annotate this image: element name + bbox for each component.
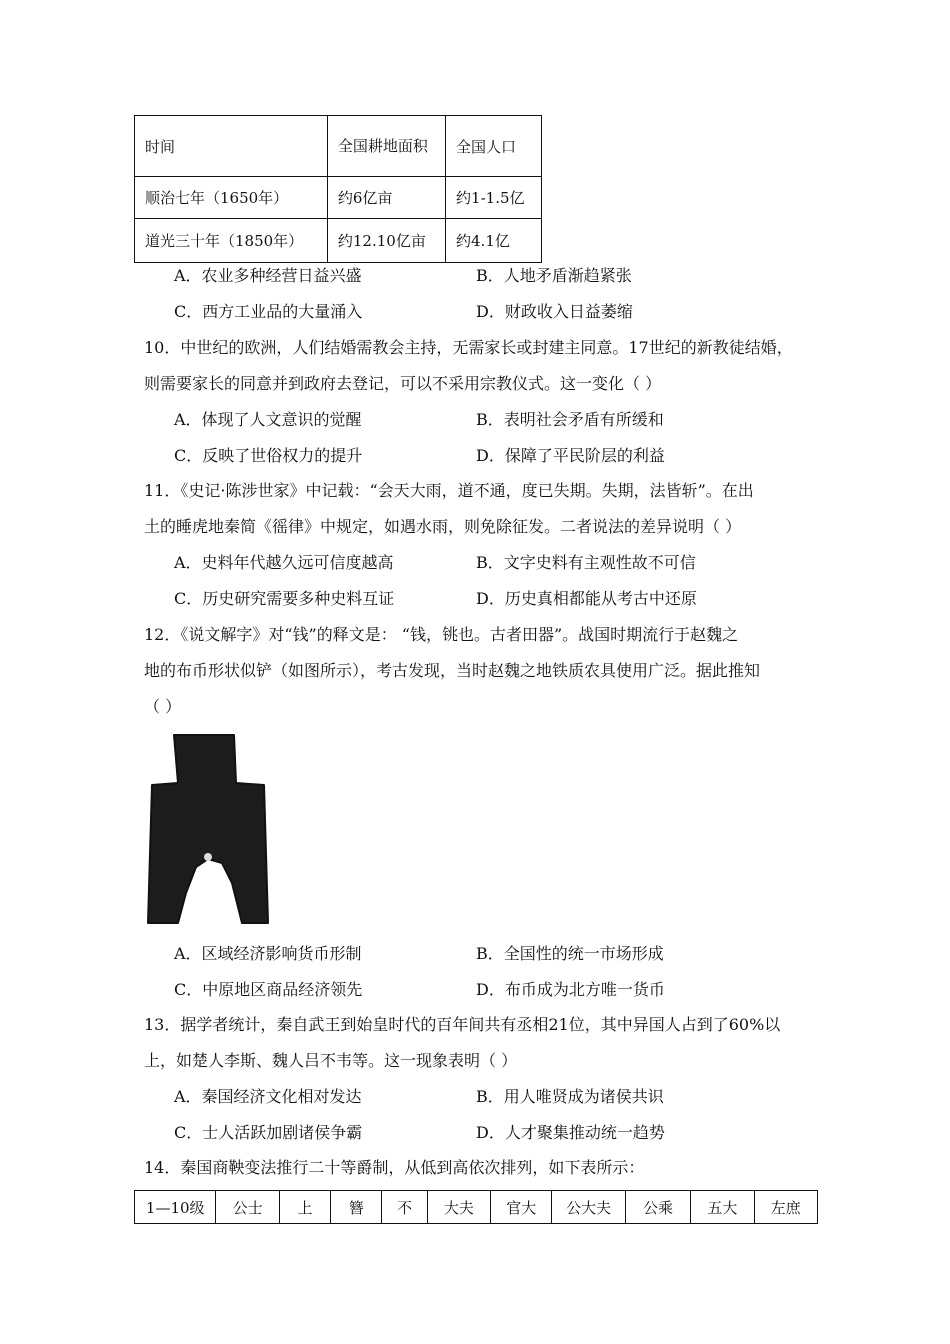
q14-stem-line1: 14．秦国商鞅变法推行二十等爵制，从低到高依次排列，如下表所示： [144, 1158, 645, 1177]
table-cell: 上 [279, 1191, 330, 1224]
q11-stem-line1: 11．《史记·陈涉世家》中记载：“会天大雨，道不通，度已失期。失期，法皆斩”。在出 [144, 481, 754, 500]
q10-option-c[interactable]: C．反映了世俗权力的提升 [174, 446, 363, 465]
table-row [135, 177, 542, 219]
q13-option-a[interactable]: A．秦国经济文化相对发达 [174, 1087, 362, 1106]
spade-coin-image [144, 733, 276, 925]
table-cell: 不 [382, 1191, 427, 1224]
q13-option-d[interactable]: D．人才聚集推动统一趋势 [476, 1123, 665, 1142]
table-cell: 官大 [491, 1191, 552, 1224]
q11-stem-line2: 土的睡虎地秦简《徭律》中规定，如遇水雨，则免除征发。二者说法的差异说明（ ） [144, 517, 742, 536]
table-cell: 约1-1.5亿 [446, 177, 542, 219]
table-cell: 约12.10亿亩 [327, 219, 445, 263]
q9-option-d[interactable]: D．财政收入日益萎缩 [476, 302, 633, 321]
q14-rank-table [134, 1190, 818, 1224]
q12-option-c[interactable]: C．中原地区商品经济领先 [174, 980, 363, 999]
table-cell: 1—10级 [135, 1191, 216, 1224]
q12-option-a[interactable]: A．区域经济影响货币形制 [174, 944, 362, 963]
q9-option-b[interactable]: B．人地矛盾渐趋紧张 [476, 266, 632, 285]
table-cell: 顺治七年（1650年） [135, 177, 328, 219]
q13-option-c[interactable]: C．士人活跃加剧诸侯争霸 [174, 1123, 363, 1142]
table-header-farmland: 全国耕地面积 [327, 116, 445, 177]
q13-option-b[interactable]: B．用人唯贤成为诸侯共识 [476, 1087, 664, 1106]
table-row [135, 219, 542, 263]
q9-data-table [134, 115, 542, 263]
table-cell: 道光三十年（1850年） [135, 219, 328, 263]
table-header-population: 全国人口 [446, 116, 542, 177]
q10-option-b[interactable]: B．表明社会矛盾有所缓和 [476, 410, 664, 429]
q12-stem-line3: （ ） [144, 697, 182, 716]
table-cell: 五大 [691, 1191, 754, 1224]
q13-stem-line2: 上，如楚人李斯、魏人吕不韦等。这一现象表明（ ） [144, 1051, 518, 1070]
table-cell: 大夫 [427, 1191, 490, 1224]
q11-option-c[interactable]: C．历史研究需要多种史料互证 [174, 589, 395, 608]
q10-option-d[interactable]: D．保障了平民阶层的利益 [476, 446, 665, 465]
table-cell: 左庶 [754, 1191, 817, 1224]
table-cell: 约4.1亿 [446, 219, 542, 263]
table-cell: 公大夫 [552, 1191, 625, 1224]
q12-stem-line1: 12．《说文解字》对“钱”的释文是： “钱，铫也。古者田器”。战国时期流行于赵魏之 [144, 625, 739, 644]
table-cell: 约6亿亩 [327, 177, 445, 219]
q9-option-c[interactable]: C．西方工业品的大量涌入 [174, 302, 363, 321]
table-header-time: 时间 [135, 116, 328, 177]
q10-stem-line1: 10．中世纪的欧洲，人们结婚需教会主持，无需家长或封建主同意。17世纪的新教徒结婚， [144, 338, 793, 357]
q10-option-a[interactable]: A．体现了人文意识的觉醒 [174, 410, 362, 429]
q11-option-d[interactable]: D．历史真相都能从考古中还原 [476, 589, 697, 608]
table-cell: 公乘 [625, 1191, 690, 1224]
q11-option-a[interactable]: A．史料年代越久远可信度越高 [174, 553, 394, 572]
table-row [135, 1191, 818, 1224]
table-cell: 簪 [331, 1191, 382, 1224]
table-cell: 公士 [216, 1191, 279, 1224]
q12-option-d[interactable]: D．布币成为北方唯一货币 [476, 980, 665, 999]
q13-stem-line1: 13．据学者统计，秦自武王到始皇时代的百年间共有丞相21位，其中异国人占到了60%以 [144, 1015, 781, 1034]
q12-stem-line2: 地的布币形状似铲（如图所示），考古发现，当时赵魏之地铁质农具使用广泛。据此推知 [144, 661, 761, 680]
q11-option-b[interactable]: B．文字史料有主观性故不可信 [476, 553, 696, 572]
q9-option-a[interactable]: A．农业多种经营日益兴盛 [174, 266, 362, 285]
q12-option-b[interactable]: B．全国性的统一市场形成 [476, 944, 664, 963]
q10-stem-line2: 则需要家长的同意并到政府去登记，可以不采用宗教仪式。这一变化（ ） [144, 374, 662, 393]
